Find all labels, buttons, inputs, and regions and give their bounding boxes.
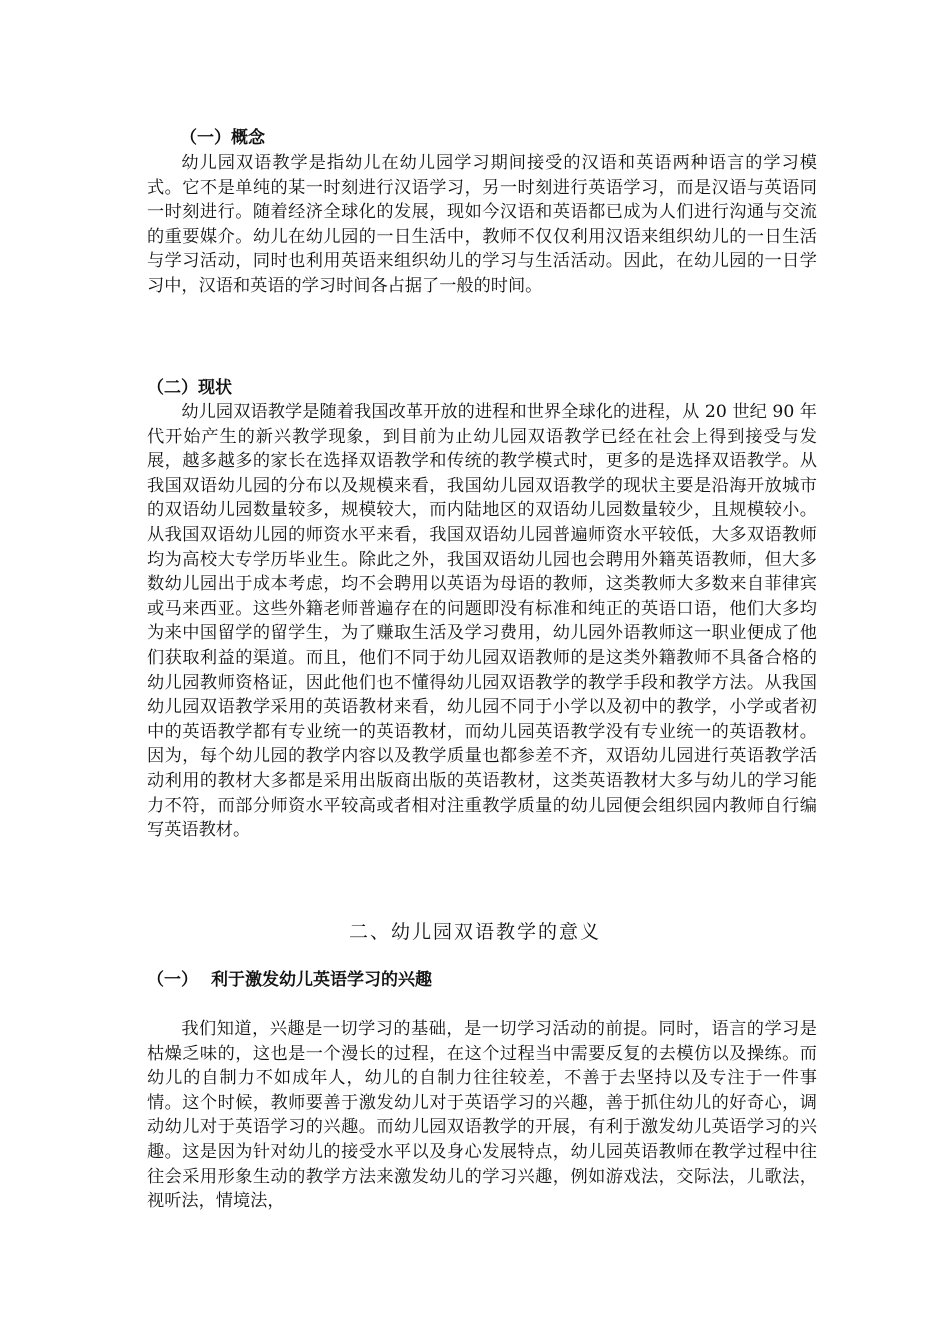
status-paragraph: 幼儿园双语教学是随着我国改革开放的进程和世界全球化的进程，从 20 世纪 90 年代开始产生的新兴教学现象，到目前为止幼儿园双语教学已经在社会上得到接受与发展，越多越多的家长在选择双语教学和传统的教学模式时，更多的是选择双语教学。从我国双语幼儿园的分布以及规模来看，我国幼儿园双语教学的现状主要是沿海开放城市的双语幼儿园数量较多，规模较大，而内陆地区的双语幼儿园数量较少，且规模较小。从我国双语幼儿园的师资水平来看，我国双语幼儿园普遍师资水平较低，大多双语教师均为高校大专学历毕业生。除此之外，我国双语幼儿园也会聘用外籍英语教师，但大多数幼儿园出于成本考虑，均不会聘用以英语为母语的教师，这类教师大多数来自菲律宾或马来西亚。这些外籍老师普遍存在的问题即没有标准和纯正的英语口语，他们大多均为来中国留学的留学生，为了赚取生活及学习费用，幼儿园外语教师这一职业便成了他们获取利益的渠道。而且，他们不同于幼儿园双语教师的是这类外籍教师不具备合格的幼儿园教师资格证，因此他们也不懂得幼儿园双语教学的教学手段和教学方法。从我国幼儿园双语教学采用的英语教材来看，幼儿园不同于小学以及初中的教学，小学或者初中的英语教学都有专业统一的英语教材，而幼儿园英语教学没有专业统一的英语教材。因为，每个幼儿园的教学内容以及教学质量也都参差不齐，双语幼儿园进行英语教学活动利用的教材大多都是采用出版商出版的英语教材，这类英语教材大多与幼儿的学习能力不符，而部分师资水平较高或者相对注重教学质量的幼儿园便会组织园内教师自行编写英语教材。 <box>147 402 817 841</box>
concept-paragraph: 幼儿园双语教学是指幼儿在幼儿园学习期间接受的汉语和英语两种语言的学习模式。它不是单纯的某一时刻进行汉语学习，另一时刻进行英语学习，而是汉语与英语同一时刻进行。随着经济全球化的发展，现如今汉语和英语都已成为人们进行沟通与交流的重要媒介。幼儿在幼儿园的一日生活中，教师不仅仅利用汉语来组织幼儿的一日生活与学习活动，同时也利用英语来组织幼儿的学习与生活活动。因此，在幼儿园的一日学习中，汉语和英语的学习时间各占据了一般的时间。 <box>147 153 817 296</box>
interest-heading <box>147 968 432 992</box>
status-heading: （二）现状 <box>147 378 232 398</box>
interest-heading-text: 利于激发幼儿英语学习的兴趣 <box>211 970 432 990</box>
concept-heading: （一）概念 <box>180 128 265 148</box>
interest-paragraph: 我们知道，兴趣是一切学习的基础，是一切学习活动的前提。同时，语言的学习是枯燥乏味的，这也是一个漫长的过程，在这个过程当中需要反复的去模仿以及操练。而幼儿的自制力不如成年人，幼儿的自制力往往较差，不善于去坚持以及专注于一件事情。这个时候，教师要善于激发幼儿对于英语学习的兴趣，善于抓住幼儿的好奇心，调动幼儿对于英语学习的兴趣。而幼儿园双语教学的开展，有利于激发幼儿英语学习的兴趣。这是因为针对幼儿的接受水平以及身心发展特点，幼儿园英语教师在教学过程中往往会采用形象生动的教学方法来激发幼儿的学习兴趣，例如游戏法，交际法，儿歌法，视听法，情境法， <box>147 1019 817 1212</box>
section-title-significance: 二、幼儿园双语教学的意义 <box>348 921 601 943</box>
interest-heading-number: （一） <box>147 970 198 990</box>
